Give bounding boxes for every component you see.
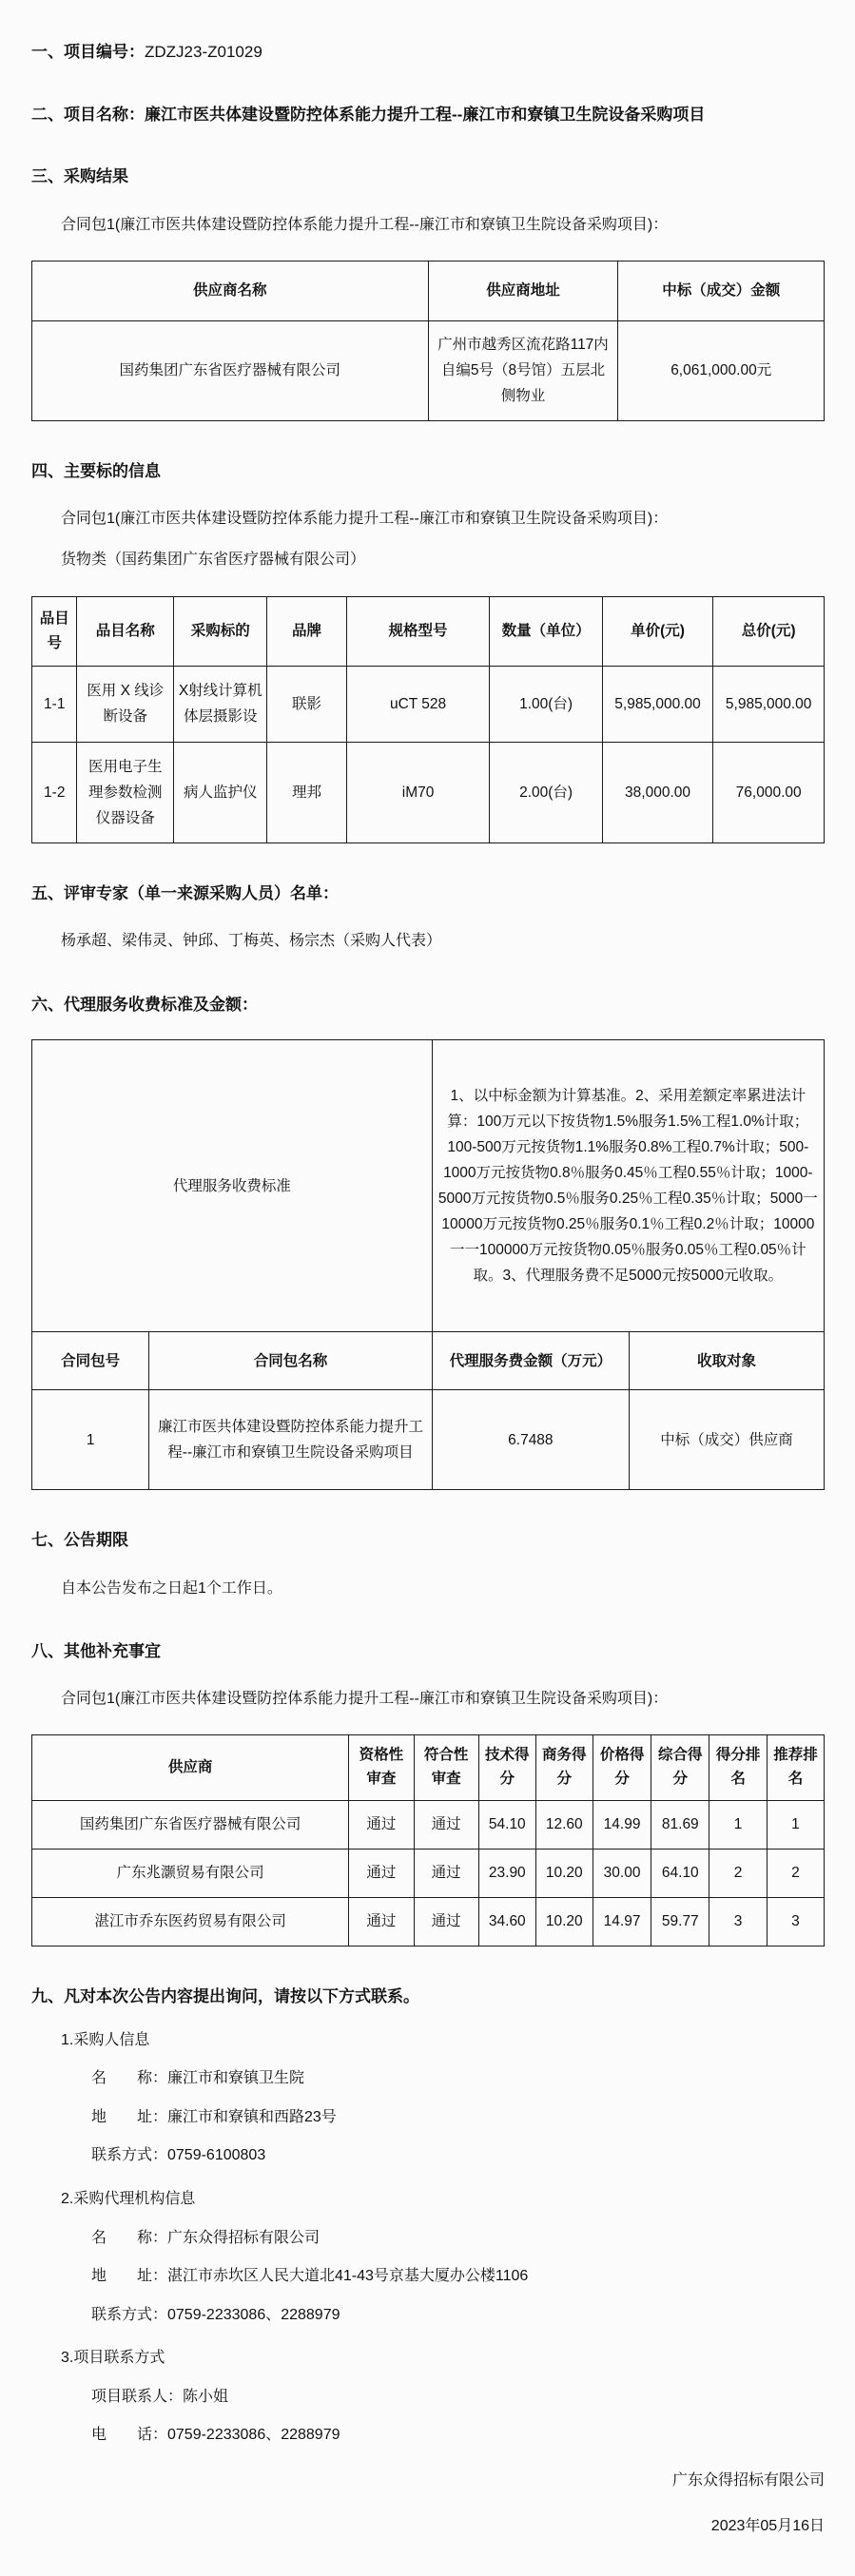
score-price: 30.00 — [593, 1850, 651, 1898]
buyer-contact: 联系方式：0759-6100803 — [91, 2147, 266, 2164]
items-col-item-name: 品目名称 — [77, 596, 174, 667]
section-agency-fee-heading: 六、代理服务收费标准及金额： — [31, 995, 258, 1014]
items-table-row-1 — [32, 667, 825, 742]
score-rank: 1 — [709, 1801, 768, 1850]
items-table-row-2 — [32, 742, 825, 843]
section-announcement-period-heading: 七、公告期限 — [31, 1531, 128, 1550]
score-commercial: 10.20 — [535, 1898, 593, 1947]
item-unit-price: 38,000.00 — [602, 742, 713, 843]
score-table-row-1 — [32, 1801, 825, 1850]
score-price: 14.99 — [593, 1801, 651, 1850]
project-contact-person: 项目联系人：陈小姐 — [91, 2388, 229, 2405]
score-price: 14.97 — [593, 1898, 651, 1947]
item-model: iM70 — [346, 742, 490, 843]
items-col-item-no: 品目号 — [32, 596, 77, 667]
score-commercial: 10.20 — [535, 1850, 593, 1898]
result-table-header-row — [32, 261, 825, 320]
project-contact-phone: 电 话：0759-2233086、2288979 — [91, 2427, 340, 2444]
score-col-price: 价格得分 — [593, 1735, 651, 1801]
score-conformity: 通过 — [414, 1898, 478, 1947]
score-composite: 59.77 — [651, 1898, 709, 1947]
score-table-row-3 — [32, 1898, 825, 1947]
score-supplier: 湛江市乔东医药贸易有限公司 — [32, 1898, 349, 1947]
agency-fee-table — [31, 1039, 825, 1490]
agency-info-title: 2.采购代理机构信息 — [61, 2190, 196, 2207]
section-project-name — [31, 103, 825, 127]
fee-col-amount: 代理服务费金额（万元） — [432, 1332, 629, 1390]
recommend-rank: 3 — [767, 1898, 824, 1947]
item-no: 1-2 — [32, 742, 77, 843]
score-technical: 34.60 — [478, 1898, 535, 1947]
score-table — [31, 1734, 825, 1947]
result-supplier-address: 广州市越秀区流花路117内自编5号（8号馆）五层北侧物业 — [428, 320, 618, 420]
items-col-unit-price: 单价(元) — [602, 596, 713, 667]
score-qualification: 通过 — [349, 1850, 414, 1898]
project-contact-title: 3.项目联系方式 — [61, 2350, 165, 2367]
result-col-supplier-name: 供应商名称 — [32, 261, 429, 320]
score-conformity: 通过 — [414, 1801, 478, 1850]
item-quantity: 1.00(台) — [490, 667, 602, 742]
score-col-conformity-review: 符合性审查 — [414, 1735, 478, 1801]
fee-standard-row — [32, 1040, 825, 1332]
item-quantity: 2.00(台) — [490, 742, 602, 843]
bid-package-line: 合同包1(廉江市医共体建设暨防控体系能力提升工程--廉江市和寮镇卫生院设备采购项目)： — [61, 511, 669, 528]
buyer-name: 名 称：廉江市和寮镇卫生院 — [91, 2070, 305, 2087]
item-target: 病人监护仪 — [174, 742, 267, 843]
fee-col-payer: 收取对象 — [630, 1332, 825, 1390]
result-table-row — [32, 320, 825, 420]
agency-address: 地 址：湛江市赤坎区人民大道北41-43号京基大厦办公楼1106 — [91, 2268, 529, 2285]
project-name-label: 二、项目名称： — [31, 105, 145, 124]
announcement-period-text: 自本公告发布之日起1个工作日。 — [61, 1579, 282, 1597]
project-number-value: ZDZJ23-Z01029 — [145, 43, 262, 61]
fee-col-package-no: 合同包号 — [32, 1332, 149, 1390]
fee-package-no: 1 — [32, 1390, 149, 1490]
supplementary-package-line: 合同包1(廉江市医共体建设暨防控体系能力提升工程--廉江市和寮镇卫生院设备采购项目)： — [61, 1691, 669, 1708]
buyer-address: 地 址：廉江市和寮镇和西路23号 — [91, 2108, 337, 2125]
item-unit-price: 5,985,000.00 — [602, 667, 713, 742]
section-project-number — [31, 40, 825, 65]
result-table — [31, 261, 825, 421]
fee-col-package-name: 合同包名称 — [149, 1332, 432, 1390]
item-model: uCT 528 — [346, 667, 490, 742]
score-rank: 3 — [709, 1898, 768, 1947]
score-composite: 81.69 — [651, 1801, 709, 1850]
fee-standard-text: 1、以中标金额为计算基准。2、采用差额定率累进法计算：100万元以下按货物1.5%服务1.5%工程1.0%计取；100-500万元按货物1.1%服务0.8%工程0.7%计取；500-1000万元按货物0.8％服务0.45％工程0.55％计取；1000-5000万元按货物0.5％服务0.25％工程0.35％计取；5000一10000万元按货物0.25％服务0.1％工程0.2％计取；10000一一100000万元按货物0.05％服务0.05％工程0.05％计取。3、代理服务费不足5000元按5000元收取。 — [432, 1040, 824, 1332]
items-col-brand: 品牌 — [267, 596, 346, 667]
item-total-price: 5,985,000.00 — [713, 667, 825, 742]
items-col-quantity: 数量（单位） — [490, 596, 602, 667]
items-col-procurement-target: 采购标的 — [174, 596, 267, 667]
score-conformity: 通过 — [414, 1850, 478, 1898]
score-supplier: 国药集团广东省医疗器械有限公司 — [32, 1801, 349, 1850]
section-experts-heading: 五、评审专家（单一来源采购人员）名单： — [31, 883, 339, 902]
score-technical: 54.10 — [478, 1801, 535, 1850]
item-total-price: 76,000.00 — [713, 742, 825, 843]
result-supplier-name: 国药集团广东省医疗器械有限公司 — [32, 320, 429, 420]
score-commercial: 12.60 — [535, 1801, 593, 1850]
item-brand: 联影 — [267, 667, 346, 742]
project-number-label: 一、项目编号： — [31, 43, 145, 61]
footer-date: 2023年05月16日 — [710, 2517, 825, 2534]
items-col-total-price: 总价(元) — [713, 596, 825, 667]
section-procurement-result-heading: 三、采购结果 — [31, 167, 128, 185]
score-col-qualification-review: 资格性审查 — [349, 1735, 414, 1801]
item-name: 医用 X 线诊断设备 — [77, 667, 174, 742]
score-col-score-rank: 得分排名 — [709, 1735, 768, 1801]
score-qualification: 通过 — [349, 1898, 414, 1947]
section-main-bid-info-heading: 四、主要标的信息 — [31, 461, 161, 480]
score-col-recommend-rank: 推荐排名 — [767, 1735, 824, 1801]
score-table-header-row — [32, 1735, 825, 1801]
score-table-row-2 — [32, 1850, 825, 1898]
score-qualification: 通过 — [349, 1801, 414, 1850]
agency-contact: 联系方式：0759-2233086、2288979 — [91, 2306, 340, 2323]
fee-table-header-row — [32, 1332, 825, 1390]
fee-package-name: 廉江市医共体建设暨防控体系能力提升工程--廉江市和寮镇卫生院设备采购项目 — [149, 1390, 432, 1490]
fee-standard-label: 代理服务收费标准 — [32, 1040, 433, 1332]
fee-payer: 中标（成交）供应商 — [630, 1390, 825, 1490]
score-col-composite: 综合得分 — [651, 1735, 709, 1801]
section-contact-heading: 九、凡对本次公告内容提出询问，请按以下方式联系。 — [31, 1987, 419, 2006]
recommend-rank: 2 — [767, 1850, 824, 1898]
score-col-commercial: 商务得分 — [535, 1735, 593, 1801]
bid-category-line: 货物类（国药集团广东省医疗器械有限公司） — [61, 552, 366, 569]
experts-names: 杨承超、梁伟灵、钟邱、丁梅英、杨宗杰（采购人代表） — [61, 933, 442, 950]
score-col-technical: 技术得分 — [478, 1735, 535, 1801]
fee-amount: 6.7488 — [432, 1390, 629, 1490]
item-target: X射线计算机体层摄影设 — [174, 667, 267, 742]
result-package-line: 合同包1(廉江市医共体建设暨防控体系能力提升工程--廉江市和寮镇卫生院设备采购项目)： — [61, 216, 669, 233]
section-supplementary-heading: 八、其他补充事宜 — [31, 1641, 161, 1660]
items-table-header-row — [32, 596, 825, 667]
result-col-supplier-address: 供应商地址 — [428, 261, 618, 320]
result-award-amount: 6,061,000.00元 — [618, 320, 825, 420]
project-name-value: 廉江市医共体建设暨防控体系能力提升工程--廉江市和寮镇卫生院设备采购项目 — [145, 105, 706, 124]
item-name: 医用电子生理参数检测仪器设备 — [77, 742, 174, 843]
fee-table-row — [32, 1390, 825, 1490]
score-composite: 64.10 — [651, 1850, 709, 1898]
score-supplier: 广东兆灏贸易有限公司 — [32, 1850, 349, 1898]
items-table — [31, 596, 825, 843]
score-technical: 23.90 — [478, 1850, 535, 1898]
recommend-rank: 1 — [767, 1801, 824, 1850]
agency-name: 名 称：广东众得招标有限公司 — [91, 2229, 321, 2246]
score-col-supplier: 供应商 — [32, 1735, 349, 1801]
item-no: 1-1 — [32, 667, 77, 742]
buyer-info-title: 1.采购人信息 — [61, 2031, 150, 2048]
score-rank: 2 — [709, 1850, 768, 1898]
result-col-award-amount: 中标（成交）金额 — [618, 261, 825, 320]
item-brand: 理邦 — [267, 742, 346, 843]
footer-company: 广东众得招标有限公司 — [671, 2472, 825, 2489]
items-col-model: 规格型号 — [346, 596, 490, 667]
